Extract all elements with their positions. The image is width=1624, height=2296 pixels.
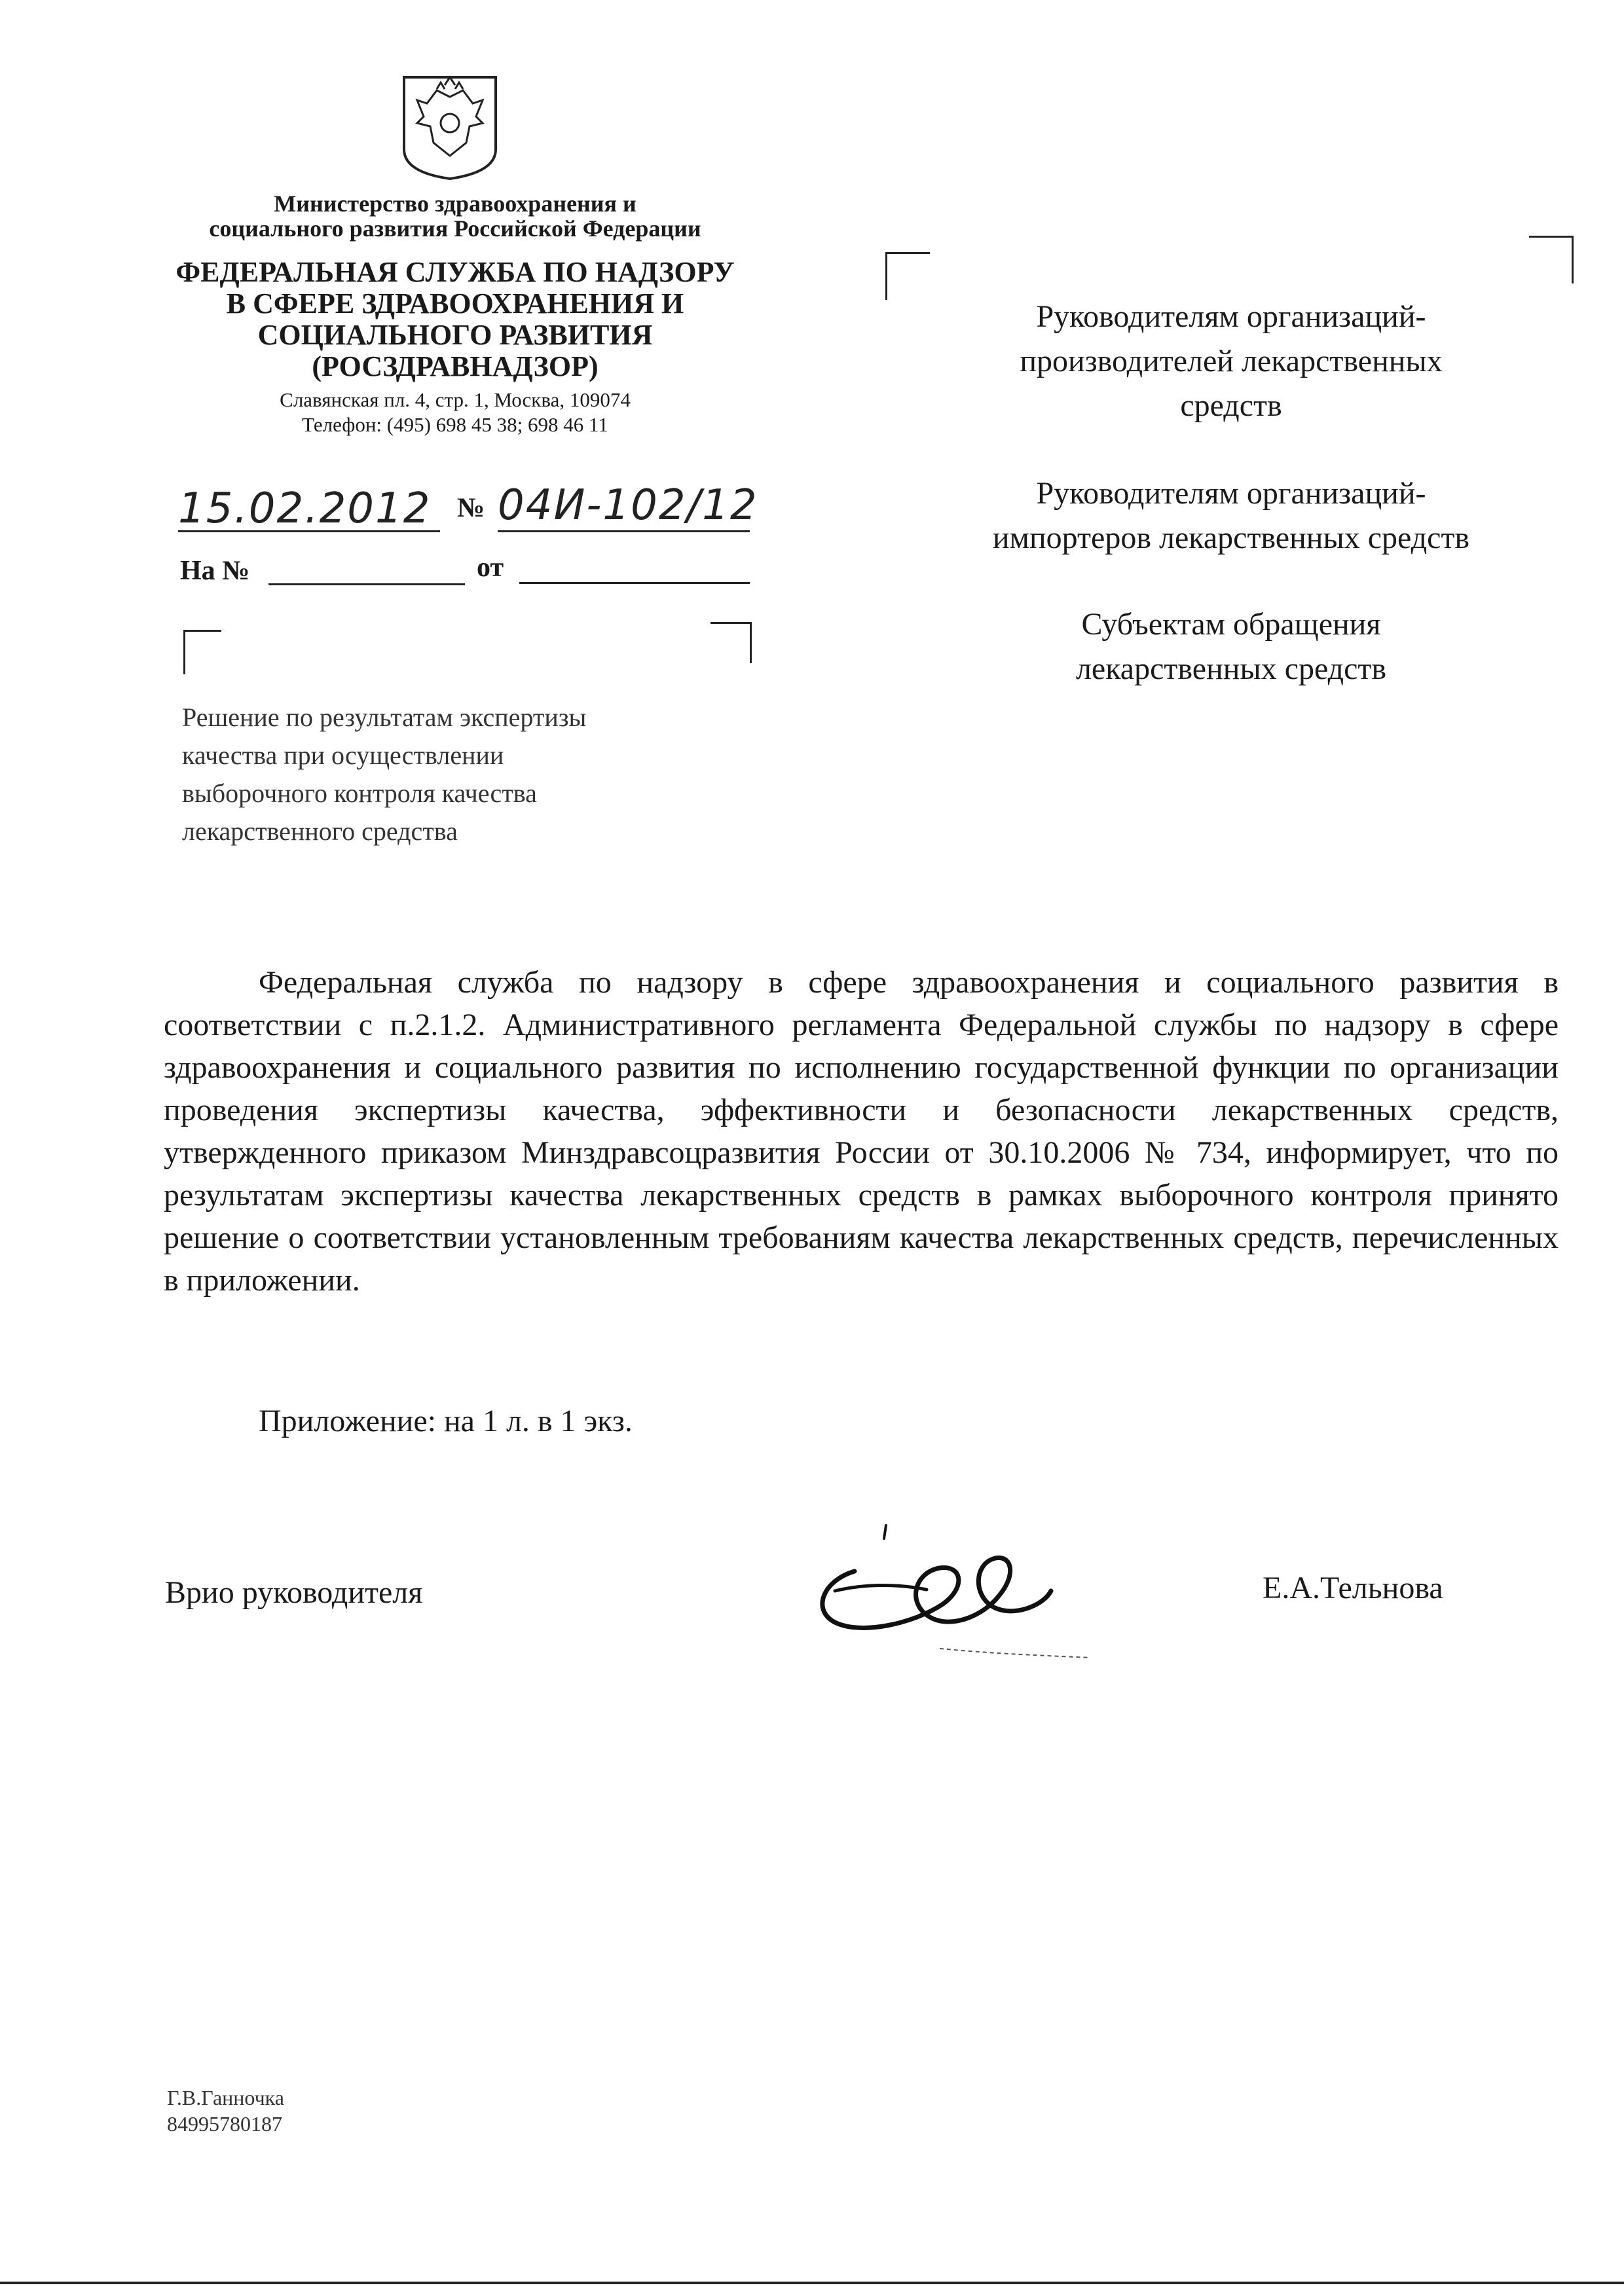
addressee-group-importers xyxy=(917,471,1545,560)
outgoing-number: 04И-102/12 xyxy=(498,481,758,530)
reply-to-number-blank xyxy=(268,583,465,585)
addressee-group-manufacturers xyxy=(917,295,1545,428)
handwritten-signature xyxy=(809,1519,1097,1663)
addressee-corner-mark-right xyxy=(1529,236,1574,283)
agency-phone: Телефон: (495) 698 45 38; 698 46 11 xyxy=(302,413,608,436)
agency-name-line-1: ФЕДЕРАЛЬНАЯ СЛУЖБА ПО НАДЗОРУ xyxy=(175,256,735,288)
reply-to-label: На № xyxy=(180,556,250,586)
subject-line-2: качества при осуществлении xyxy=(182,740,504,770)
outgoing-number-field xyxy=(498,481,758,532)
outgoing-date-field xyxy=(178,484,440,532)
agency-name-line-3: СОЦИАЛЬНОГО РАЗВИТИЯ xyxy=(257,319,653,351)
subject-corner-mark-right xyxy=(710,622,752,663)
ministry-name-line-2: социального развития Российской Федерации xyxy=(209,215,701,242)
ministry-name-line-1: Министерство здравоохранения и xyxy=(274,191,637,217)
signatory-name: Е.А.Тельнова xyxy=(1263,1571,1443,1605)
addressee-group-subjects xyxy=(917,602,1545,691)
addressee-corner-mark-left xyxy=(885,252,930,300)
subject-line-4: лекарственного средства xyxy=(182,816,458,846)
letter-body-paragraph: Федеральная служба по надзору в сфере здравоохранения и социального развития в соответствии с п.2.1.2. Административного регламента Федеральной службы по надзору в сфере здравоохранения и социального развития по исполнению государственной функции по организации проведения экспертизы качества, эффективности и безопасности лекарственных средств, утвержденного приказом Минздравсоцразвития России от 30.10.2006 № 734, информирует, что по результатам экспертизы качества лекарственных средств в рамках выборочного контроля принято решение о соответствии установленным требованиям качества лекарственных средств, перечисленных в приложении. xyxy=(164,965,1559,1298)
signatory-position: Врио руководителя xyxy=(165,1575,423,1610)
executor-name: Г.В.Ганночка xyxy=(167,2086,284,2109)
agency-name-line-4: (РОСЗДРАВНАДЗОР) xyxy=(312,350,599,382)
subject-corner-mark-left xyxy=(183,630,221,674)
subject-line-1: Решение по результатам экспертизы xyxy=(182,702,587,732)
number-label: № xyxy=(457,493,485,523)
attachment-note: Приложение: на 1 л. в 1 экз. xyxy=(259,1404,633,1438)
executor-phone: 84995780187 xyxy=(167,2112,282,2136)
addressee-importers-line-2: импортеров лекарственных средств xyxy=(992,520,1470,555)
addressee-importers-line-1: Руководителям организаций- xyxy=(1036,476,1426,511)
addressee-subjects-line-2: лекарственных средств xyxy=(1075,651,1387,686)
reply-from-date-blank xyxy=(519,581,750,584)
agency-address: Славянская пл. 4, стр. 1, Москва, 109074 xyxy=(280,388,631,411)
addressee-manufacturers-line-1: Руководителям организаций- xyxy=(1036,299,1426,334)
reply-from-label: от xyxy=(477,553,504,583)
addressee-manufacturers-line-2: производителей лекарственных xyxy=(1020,344,1443,378)
letter-subject xyxy=(182,699,758,850)
page-bottom-edge-line xyxy=(0,2282,1624,2284)
outgoing-date: 15.02.2012 xyxy=(178,484,432,533)
addressee-manufacturers-line-3: средств xyxy=(1180,388,1282,423)
addressee-subjects-line-1: Субъектам обращения xyxy=(1081,607,1381,642)
subject-line-3: выборочного контроля качества xyxy=(182,778,537,808)
agency-name-line-2: В СФЕРЕ ЗДРАВООХРАНЕНИЯ И xyxy=(226,287,684,319)
coat-of-arms-emblem xyxy=(397,71,502,182)
